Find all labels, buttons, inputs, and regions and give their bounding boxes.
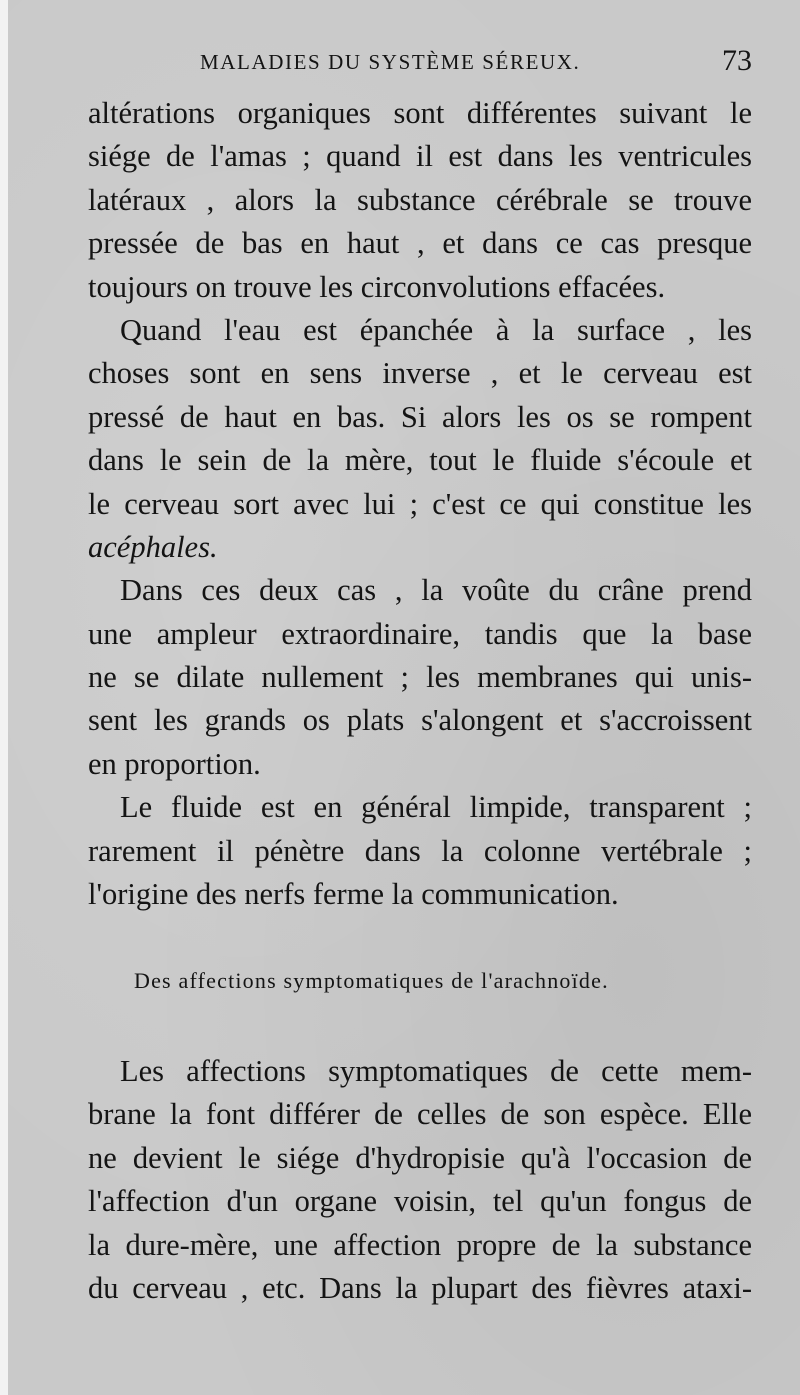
text-line: brane la font différer de celles de son espèce. Elle <box>88 1097 752 1132</box>
text-line: pressé de haut en bas. Si alors les os se rompent <box>88 399 752 434</box>
text-line: sent les grands os plats s'alongent et s'accroissent <box>88 703 752 738</box>
text-line: altérations organiques sont différentes suivant le <box>88 96 752 130</box>
text-line: dans le sein de la mère, tout le fluide s'écoule et <box>88 443 752 478</box>
text-line: la dure-mère, une affection propre de la substance <box>88 1227 752 1262</box>
text-line: toujours on trouve les circonvolutions effacées. <box>88 269 666 304</box>
text-line: siége de l'amas ; quand il est dans les ventricules <box>88 139 752 174</box>
text-line: latéraux , alors la substance cérébrale se trouve <box>88 182 752 217</box>
text-line: le cerveau sort avec lui ; c'est ce qui constitue les <box>88 486 752 521</box>
text-line: Quand l'eau est épanchée à la surface , les <box>120 312 752 347</box>
body-text-bottom <box>88 1050 752 1310</box>
text-line: l'origine des nerfs ferme la communication. <box>88 877 619 912</box>
body-text-top <box>88 92 752 916</box>
text-line: Le fluide est en général limpide, transparent ; <box>120 790 752 825</box>
text-line: pressée de bas en haut , et dans ce cas presque <box>88 226 752 261</box>
text-line: Les affections symptomatiques de cette mem- <box>120 1054 752 1088</box>
text-line: choses sont en sens inverse , et le cerveau est <box>88 356 752 391</box>
text-line: du cerveau , etc. Dans la plupart des fièvres ataxi- <box>88 1270 752 1305</box>
text-line: l'affection d'un organe voisin, tel qu'un fongus de <box>88 1184 752 1219</box>
page-edge <box>0 0 8 1395</box>
text-line: rarement il pénètre dans la colonne vertébrale ; <box>88 833 752 868</box>
text-line: en proportion. <box>88 746 261 781</box>
text-line: Dans ces deux cas , la voûte du crâne prend <box>120 573 752 608</box>
text-line-italic: acéphales. <box>88 529 218 564</box>
text-line: une ampleur extraordinaire, tandis que la base <box>88 616 752 651</box>
running-head <box>88 44 760 80</box>
section-heading: Des affections symptomatiques de l'arachnoïde. <box>134 968 609 993</box>
running-title: MALADIES DU SYSTÈME SÉREUX. <box>200 50 581 74</box>
page-number: 73 <box>722 44 752 77</box>
text-line: ne se dilate nullement ; les membranes qui unis- <box>88 660 752 695</box>
text-line: ne devient le siége d'hydropisie qu'à l'occasion de <box>88 1140 752 1175</box>
